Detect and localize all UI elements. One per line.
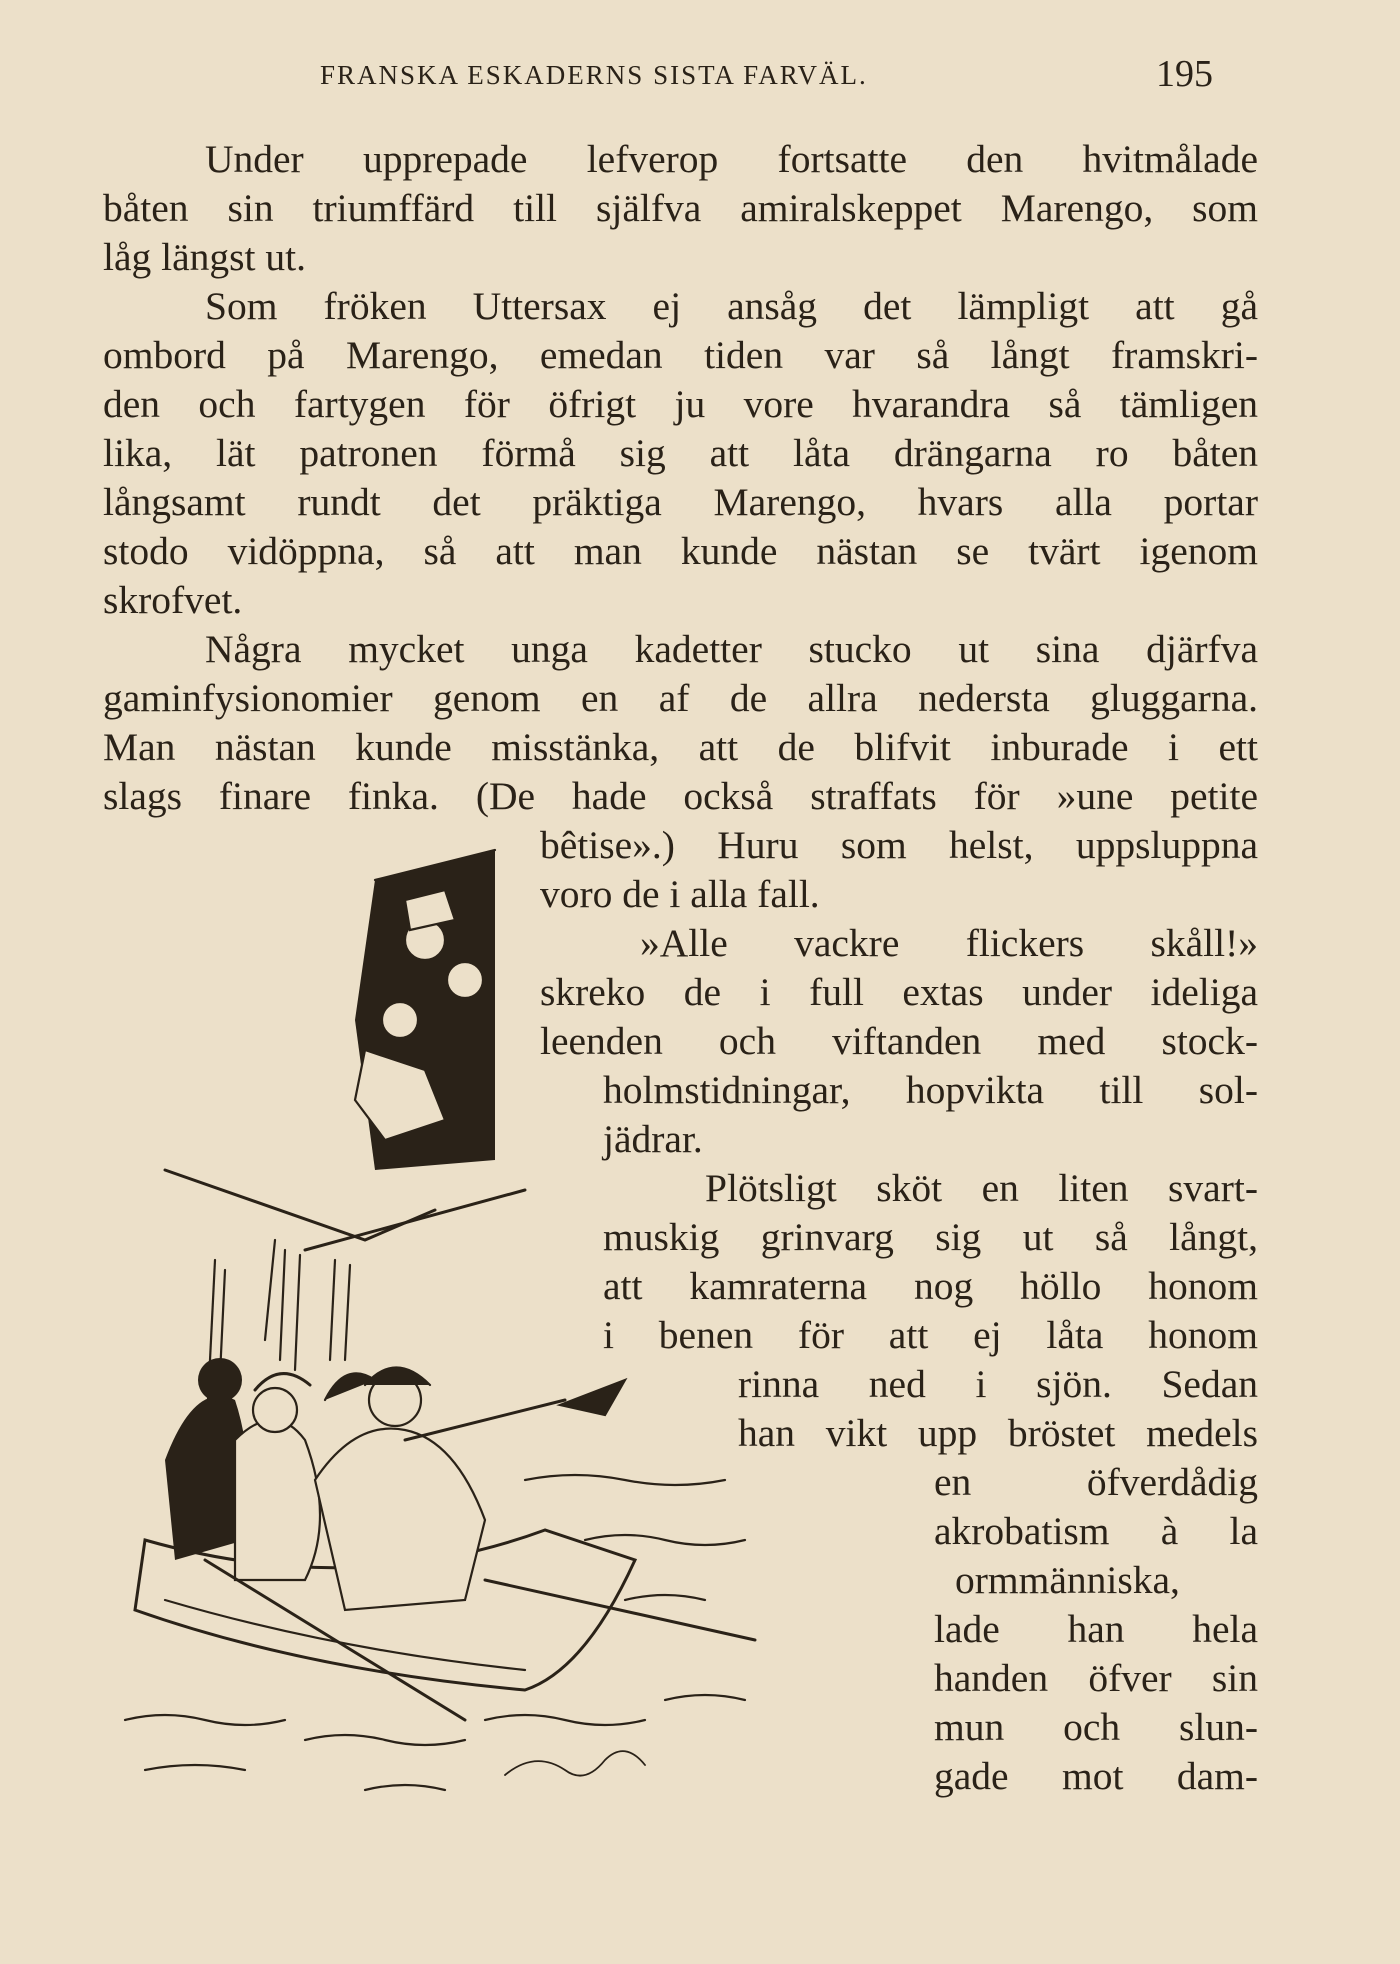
text-line: »Alle vackre flickers skåll!» [640, 921, 1258, 965]
text-line: gade mot dam- [934, 1754, 1258, 1798]
text-line: den och fartygen för öfrigt ju vore hvarandra så tämligen [103, 382, 1258, 426]
text-line: bêtise».) Huru som helst, uppsluppna [540, 823, 1258, 867]
text-line: båten sin triumffärd till själfva amiralskeppet Marengo, som [103, 186, 1258, 230]
text-line: han vikt upp bröstet medels [738, 1411, 1258, 1455]
text-line: långsamt rundt det präktiga Marengo, hvars alla portar [103, 480, 1258, 524]
text-line: Plötsligt sköt en liten svart- [705, 1166, 1258, 1210]
text-line: leenden och viftanden med stock- [540, 1019, 1258, 1063]
text-line: låg längst ut. [103, 235, 306, 279]
text-line: lika, lät patronen förmå sig att låta drängarna ro båten [103, 431, 1258, 475]
text-line: i benen för att ej låta honom [603, 1313, 1258, 1357]
text-line: ormmänniska, [955, 1558, 1180, 1602]
running-head [0, 52, 1400, 96]
text-line: mun och slun- [934, 1705, 1258, 1749]
text-line: stodo vidöppna, så att man kunde nästan se tvärt igenom [103, 529, 1258, 573]
text-line: slags finare finka. (De hade också straffats för »une petite [103, 774, 1258, 818]
text-line: ombord på Marengo, emedan tiden var så långt framskri- [103, 333, 1258, 377]
text-line: Som fröken Uttersax ej ansåg det lämpligt att gå [205, 284, 1258, 328]
text-line: skrofvet. [103, 578, 243, 622]
text-line: Under upprepade lefverop fortsatte den hvitmålade [205, 137, 1258, 181]
illustration-boat-and-ship [105, 840, 940, 1840]
text-line: Man nästan kunde misstänka, att de blifvit inburade i ett [103, 725, 1258, 769]
text-line: gaminfysionomier genom en af de allra nedersta gluggarna. [103, 676, 1258, 720]
text-line: voro de i alla fall. [540, 872, 820, 916]
page-number: 195 [1156, 53, 1213, 95]
text-line: rinna ned i sjön. Sedan [738, 1362, 1258, 1406]
running-title: FRANSKA ESKADERNS SISTA FARVÄL. [320, 60, 868, 90]
text-line: handen öfver sin [934, 1656, 1258, 1700]
text-line: skreko de i full extas under ideliga [540, 970, 1258, 1014]
text-line: muskig grinvarg sig ut så långt, [603, 1215, 1258, 1259]
text-line: lade han hela [934, 1607, 1258, 1651]
text-line: en öfverdådig [934, 1460, 1258, 1504]
text-line: Några mycket unga kadetter stucko ut sina djärfva [205, 627, 1258, 671]
text-line: akrobatism à la [934, 1509, 1258, 1553]
text-line: holmstidningar, hopvikta till sol- [603, 1068, 1258, 1112]
text-line: jädrar. [603, 1117, 703, 1161]
text-line: att kamraterna nog höllo honom [603, 1264, 1258, 1308]
